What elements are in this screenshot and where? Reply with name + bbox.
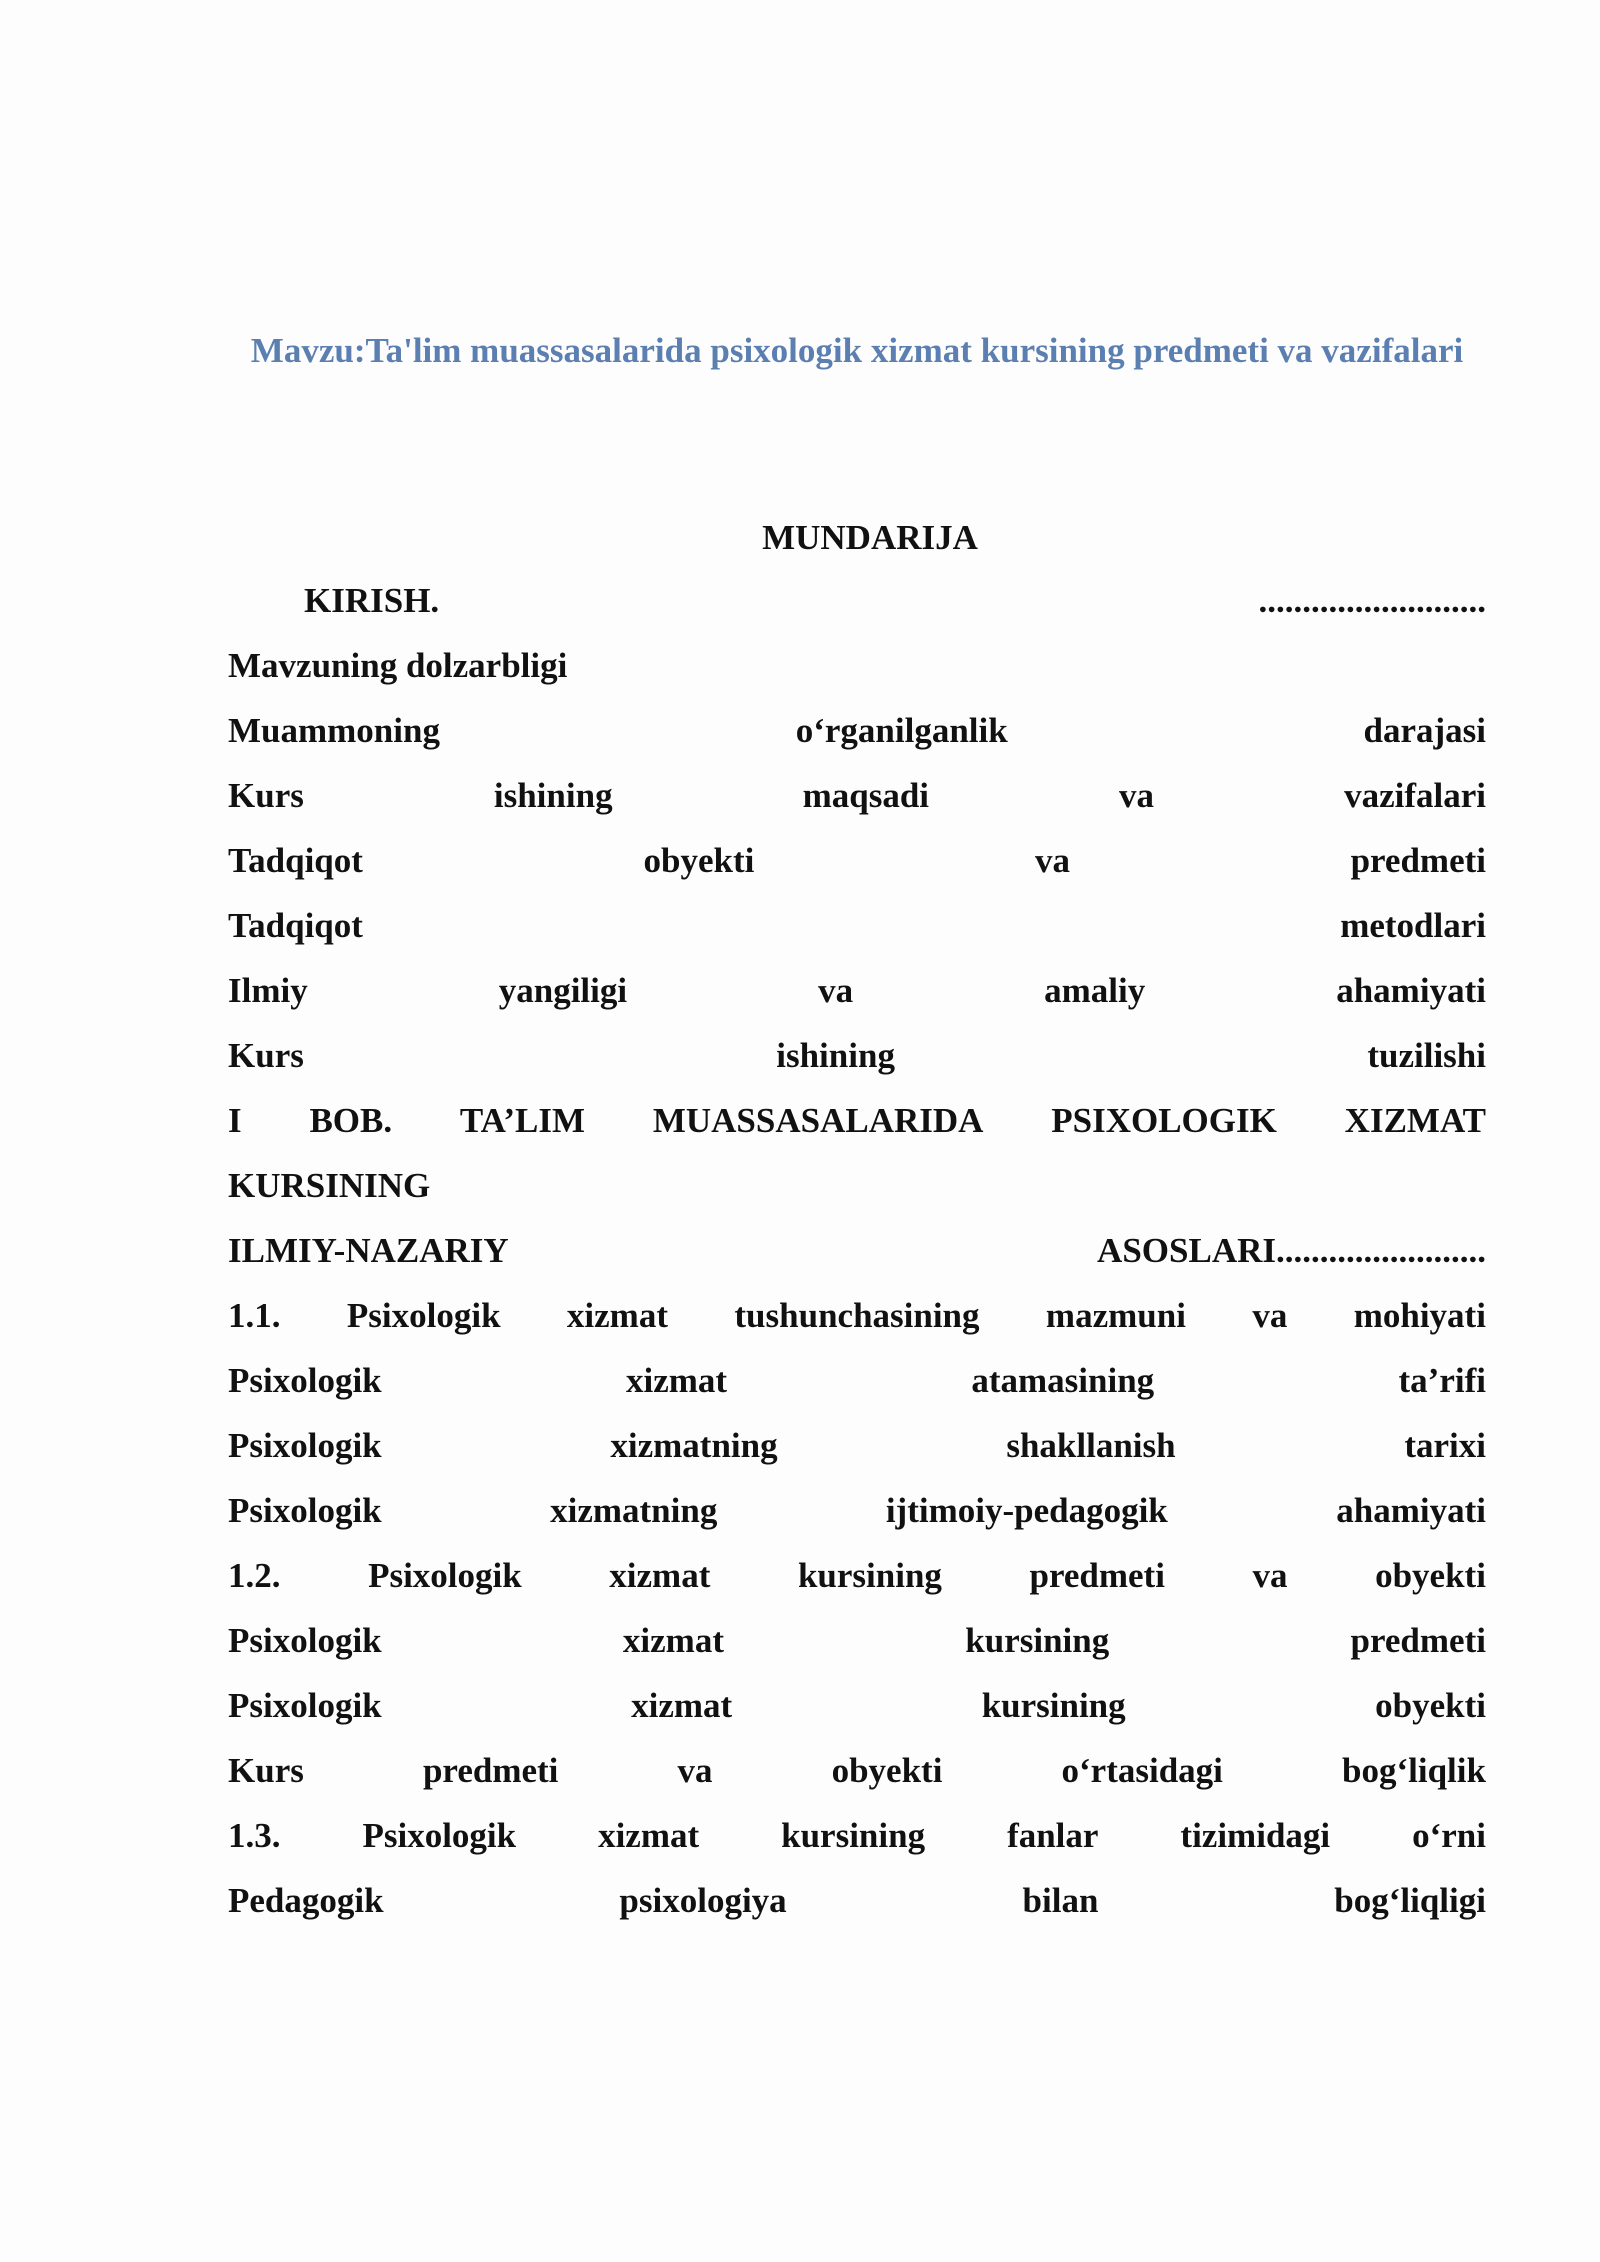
toc-line <box>228 1153 1486 1218</box>
toc-word: Tadqiqot <box>228 841 363 880</box>
toc-word: bog‘liqlik <box>1342 1751 1486 1790</box>
toc-line <box>228 1738 1486 1803</box>
toc-word: Kurs <box>228 1751 304 1790</box>
toc-word: metodlari <box>1340 906 1486 945</box>
toc-line <box>228 1088 1486 1153</box>
toc-word: Psixologik <box>228 1491 382 1530</box>
toc-word: Psixologik <box>228 1361 382 1400</box>
toc-line <box>228 1218 1486 1283</box>
toc-word: tizimidagi <box>1180 1816 1331 1855</box>
toc-word: MUASSASALARIDA <box>652 1101 984 1140</box>
toc-word: Psixologik <box>362 1816 517 1855</box>
toc-word: Muammoning <box>228 711 440 750</box>
toc-word: kursining <box>981 1686 1126 1725</box>
toc-word: tushunchasining <box>734 1296 980 1335</box>
toc-word: ASOSLARI........................ <box>1097 1231 1486 1270</box>
toc-line <box>228 828 1486 893</box>
toc-line <box>228 1413 1486 1478</box>
toc-word: psixologiya <box>619 1881 787 1920</box>
toc-word: mazmuni <box>1045 1296 1186 1335</box>
toc-word: predmeti <box>1350 1621 1486 1660</box>
toc-line <box>228 633 1486 698</box>
toc-word: .......................... <box>1258 581 1486 620</box>
toc-word: xizmat <box>625 1361 728 1400</box>
toc-word: predmeti <box>1029 1556 1165 1595</box>
toc-word: Psixologik <box>368 1556 522 1595</box>
toc-word: kursining <box>797 1556 942 1595</box>
toc-word: va <box>677 1751 713 1790</box>
toc-word: ahamiyati <box>1336 1491 1486 1530</box>
toc-word: ILMIY-NAZARIY <box>228 1231 509 1270</box>
toc-word: vazifalari <box>1344 776 1486 815</box>
toc-word: ta’rifi <box>1398 1361 1486 1400</box>
toc-word: predmeti <box>1350 841 1486 880</box>
toc-word: va <box>1034 841 1070 880</box>
toc-word: 1.1. <box>228 1296 281 1335</box>
toc-word: 1.3. <box>228 1816 281 1855</box>
toc-word: ahamiyati <box>1336 971 1486 1010</box>
toc-word: xizmat <box>622 1621 724 1660</box>
toc-word: Psixologik <box>228 1426 382 1465</box>
toc-word: xizmat <box>566 1296 668 1335</box>
toc-word: maqsadi <box>802 776 930 815</box>
toc-word: va <box>818 971 854 1010</box>
toc-word: va <box>1119 776 1155 815</box>
toc-word: mohiyati <box>1353 1296 1486 1335</box>
toc-word: atamasining <box>971 1361 1155 1400</box>
toc-line <box>228 1673 1486 1738</box>
toc-word: obyekti <box>1375 1556 1486 1595</box>
toc-word: XIZMAT <box>1344 1101 1486 1140</box>
toc-line <box>228 698 1486 763</box>
toc-word: KIRISH. <box>304 581 440 620</box>
toc-line <box>228 1608 1486 1673</box>
toc-word: o‘rtasidagi <box>1061 1751 1223 1790</box>
toc-word: TA’LIM <box>459 1101 586 1140</box>
toc-word: Psixologik <box>346 1296 501 1335</box>
document-title: Mavzu:Ta'lim muassasalarida psixologik xizmat kursining predmeti va vazifalari <box>250 331 1464 370</box>
toc-word: fanlar <box>1007 1816 1099 1855</box>
toc-word: KURSINING <box>228 1166 431 1205</box>
toc-line <box>228 1348 1486 1413</box>
toc-line <box>228 1478 1486 1543</box>
toc-word: I <box>228 1101 242 1140</box>
toc-word: predmeti <box>422 1751 559 1790</box>
toc-line <box>228 893 1486 958</box>
toc-word: va <box>1252 1556 1288 1595</box>
toc-word: Mavzuning dolzarbligi <box>228 646 568 685</box>
toc-word: tuzilishi <box>1367 1036 1486 1075</box>
toc-word: obyekti <box>1375 1686 1486 1725</box>
toc-word: darajasi <box>1363 711 1486 750</box>
toc-line <box>228 1803 1486 1868</box>
toc-word: kursining <box>781 1816 926 1855</box>
toc-word: bilan <box>1022 1881 1099 1920</box>
toc-word: Psixologik <box>228 1686 382 1725</box>
toc-word: ijtimoiy-pedagogik <box>885 1491 1168 1530</box>
toc-word: PSIXOLOGIK <box>1051 1101 1277 1140</box>
toc-line <box>228 1283 1486 1348</box>
table-of-contents <box>228 568 1486 1933</box>
toc-word: obyekti <box>831 1751 943 1790</box>
toc-word: Pedagogik <box>228 1881 384 1920</box>
toc-word: o‘rganilganlik <box>795 711 1008 750</box>
toc-word: bog‘liqligi <box>1334 1881 1486 1920</box>
toc-word: Kurs <box>228 776 304 815</box>
toc-line <box>228 1868 1486 1933</box>
toc-line <box>228 568 1486 633</box>
toc-word: xizmat <box>609 1556 711 1595</box>
toc-word: xizmat <box>598 1816 700 1855</box>
toc-word: ishining <box>493 776 613 815</box>
toc-word: Ilmiy <box>228 971 308 1010</box>
toc-word: ishining <box>776 1036 895 1075</box>
toc-word: o‘rni <box>1412 1816 1486 1855</box>
toc-line <box>228 1543 1486 1608</box>
toc-line <box>228 958 1486 1023</box>
toc-line <box>228 1023 1486 1088</box>
toc-word: va <box>1252 1296 1288 1335</box>
toc-line <box>228 763 1486 828</box>
toc-word: shakllanish <box>1006 1426 1176 1465</box>
toc-word: Psixologik <box>228 1621 382 1660</box>
toc-word: amaliy <box>1044 971 1146 1010</box>
toc-word: Kurs <box>228 1036 304 1075</box>
toc-word: xizmat <box>631 1686 733 1725</box>
toc-word: Tadqiqot <box>228 906 363 945</box>
toc-word: tarixi <box>1404 1426 1486 1465</box>
toc-word: yangiligi <box>498 971 628 1010</box>
toc-word: xizmatning <box>610 1426 778 1465</box>
toc-word: xizmatning <box>550 1491 718 1530</box>
toc-word: 1.2. <box>228 1556 281 1595</box>
toc-word: obyekti <box>643 841 755 880</box>
toc-heading: MUNDARIJA <box>762 518 978 557</box>
toc-word: BOB. <box>309 1101 393 1140</box>
toc-word: kursining <box>965 1621 1110 1660</box>
